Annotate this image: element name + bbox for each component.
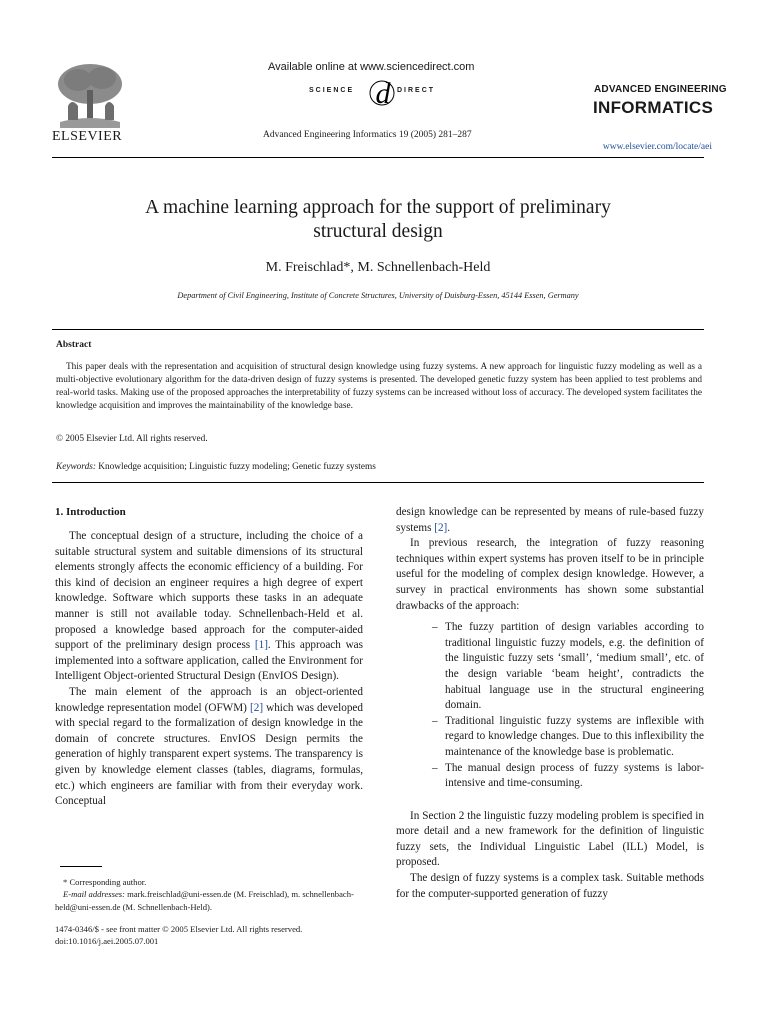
footnote-divider xyxy=(60,866,102,867)
journal-name-line2: INFORMATICS xyxy=(593,98,714,117)
sciencedirect-direct-text: DIRECT xyxy=(397,87,436,94)
article-title xyxy=(52,196,704,244)
article-title-line1: A machine learning approach for the support of preliminary xyxy=(145,197,611,218)
authors: M. Freischlad*, M. Schnellenbach-Held xyxy=(265,260,491,275)
available-online-text: Available online at www.sciencedirect.com xyxy=(268,61,475,73)
abstract-top-divider xyxy=(52,329,704,330)
header-divider xyxy=(52,157,704,158)
list-item: – The fuzzy partition of design variables according to traditional linguistic fuzzy models, e.g. the definition of the linguistic fuzzy sets ‘small’, ‘medium small’, etc. of the design variable ‘beam height’, contradicts the habitual language use in the structural engineering domain. xyxy=(432,620,704,714)
right-paragraph-4: The design of fuzzy systems is a complex task. Suitable methods for the computer-supported generation of fuzzy xyxy=(396,872,704,900)
sciencedirect-science-text: SCIENCE xyxy=(309,87,355,94)
journal-citation: Advanced Engineering Informatics 19 (2005) 281–287 xyxy=(263,130,472,140)
front-matter-info xyxy=(55,923,363,948)
keywords-list: Knowledge acquisition; Linguistic fuzzy modeling; Genetic fuzzy systems xyxy=(98,462,376,472)
article-title-line2: structural design xyxy=(313,221,443,242)
affiliation: Department of Civil Engineering, Institute of Concrete Structures, University of Duisburg-Essen, 45144 Essen, Germany xyxy=(177,291,579,300)
corresponding-author-note: * Corresponding author. xyxy=(63,877,147,887)
section-heading: 1. Introduction xyxy=(55,506,126,518)
svg-text:d: d xyxy=(375,78,391,108)
elsevier-tree-logo xyxy=(50,62,130,130)
list-item: – The manual design process of fuzzy systems is labor-intensive and time-consuming. xyxy=(432,761,704,792)
journal-url-link[interactable]: www.elsevier.com/locate/aei xyxy=(602,142,712,152)
issn-line: 1474-0346/$ - see front matter © 2005 Elsevier Ltd. All rights reserved. xyxy=(55,924,303,934)
email-note: E-mail addresses: mark.freischlad@uni-essen.de (M. Freischlad), m. schnellenbach-held@uni-essen.de (M. Schnellenbach-Held). xyxy=(55,889,354,912)
abstract-heading: Abstract xyxy=(56,340,92,350)
right-paragraph-3: In Section 2 the linguistic fuzzy modeling problem is specified in more detail and a new framework for the definition of linguistic fuzzy sets, the Individual Linguistic Label (ILL) Model, is proposed. xyxy=(396,809,704,869)
abstract-copyright: © 2005 Elsevier Ltd. All rights reserved. xyxy=(56,434,208,444)
left-column xyxy=(55,529,363,810)
abstract-body: This paper deals with the representation and acquisition of structural design knowledge using fuzzy systems. A new approach for linguistic fuzzy modeling as well as a multi-objective evolutionary algorithm for the data-driven design of fuzzy systems is presented. The developed genetic fuzzy system has been applied to test problems and real-world tasks. Making use of the proposed approaches the interpretability of fuzzy systems can be increased without loss of accuracy. The developed system facilitates the knowledge acquisition and improves the maintainability of the knowledge base. xyxy=(56,362,702,412)
intro-paragraph-1: The conceptual design of a structure, including the choice of a suitable structural system and suitable dimensions of its structural elements strongly affects the economic efficiency of a building. For this kind of decision an engineer requires a high degree of expert knowledge. Software which supports these tasks in an adequate manner is still not available today. Schnellenbach-Held et al. proposed a knowledge based approach for the computer-aided support of the preliminary design process [1]. This approach was implemented into a software application, called the Environment for Intelligent Object-oriented Structural Design (EnvIOS Design). xyxy=(55,530,363,683)
keywords-label: Keywords: xyxy=(56,462,96,472)
list-item: – Traditional linguistic fuzzy systems are inflexible with regard to knowledge changes. Due to this inflexibility the maintenance of the knowledge base is problematic. xyxy=(432,714,704,761)
abstract-bottom-divider xyxy=(52,482,704,483)
journal-name-line1: ADVANCED ENGINEERING xyxy=(594,84,727,95)
citation-link[interactable]: [2] xyxy=(434,521,448,534)
right-paragraph-1: design knowledge can be represented by means of rule-based fuzzy systems [2]. xyxy=(396,506,704,534)
intro-paragraph-2: The main element of the approach is an object-oriented knowledge representation model (OFWM) [2] which was developed with special regard to the formalization of design knowledge in the domain of concrete structures. EnvIOS Design permits the generation of highly transparent expert systems. The transparency is given by knowledge element classes (tables, diagrams, formulas, etc.) which engineers are familiar with from their everyday work. Conceptual xyxy=(55,685,363,808)
keywords xyxy=(56,462,376,472)
doi-line: doi:10.1016/j.aei.2005.07.001 xyxy=(55,936,159,947)
right-paragraph-2: In previous research, the integration of fuzzy reasoning techniques within expert systems has proven itself to be in principle useful for the modeling of complex design knowledge. However, a survey in practical environments has shown some substantial drawbacks of the approach: xyxy=(396,537,704,612)
citation-link[interactable]: [1] xyxy=(254,639,268,652)
citation-link[interactable]: [2] xyxy=(250,701,264,714)
right-column xyxy=(396,505,704,902)
drawbacks-list xyxy=(396,620,704,792)
publisher-wordmark: ELSEVIER xyxy=(52,129,123,144)
footnotes xyxy=(55,876,363,913)
